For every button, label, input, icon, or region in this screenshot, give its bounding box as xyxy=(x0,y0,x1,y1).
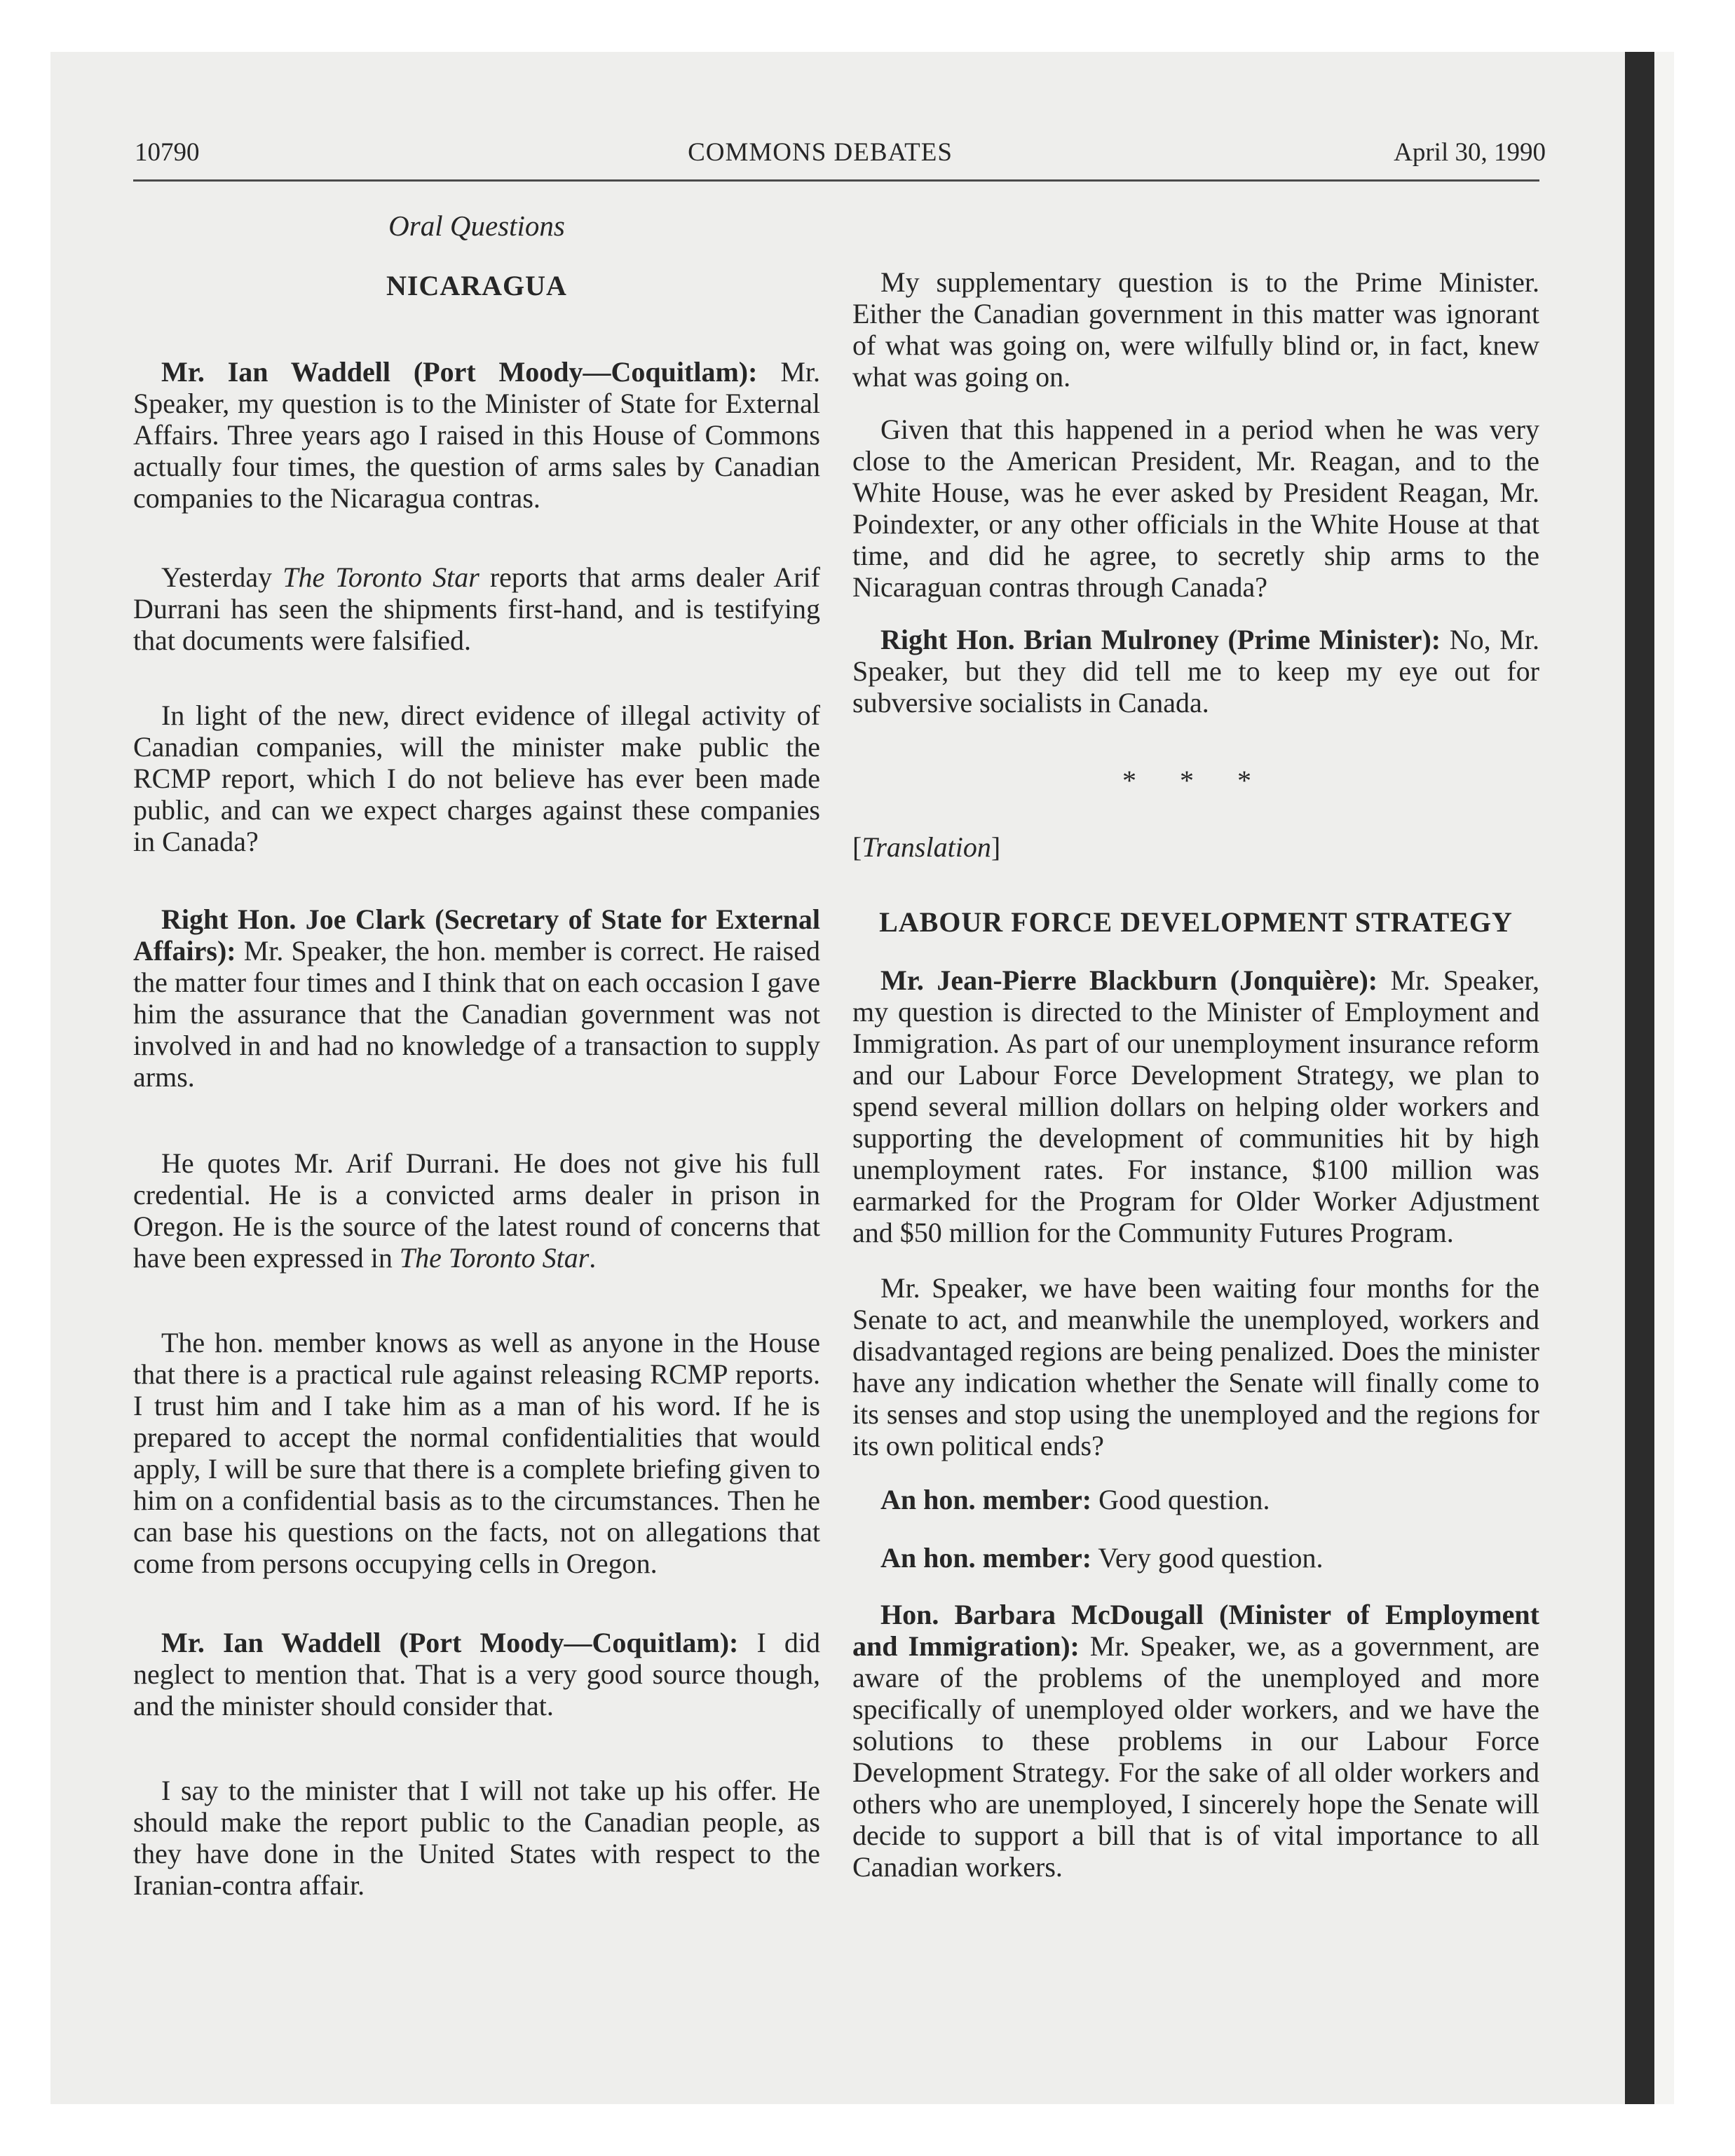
speech-text: Mr. Speaker, my question is directed to the Minister of Employment and Immigration. As part of our unemployment insurance reform and our Labour Force Development Strategy, we plan to spend several million dollars on helping older workers and supporting the development of communities hit by high unemployment rates. For instance, $100 million was earmarked for the Program for Older Worker Adjustment and $50 million for the Community Futures Program. xyxy=(852,964,1539,1248)
paragraph xyxy=(852,1542,1539,1574)
speech-text: No, Mr. Speaker, but they did tell me to keep my eye out for subversive socialists in Canada. xyxy=(852,624,1539,718)
paragraph xyxy=(852,624,1539,718)
bracket: [ xyxy=(852,831,862,863)
right-column xyxy=(852,203,1539,1883)
speech-text: reports that arms dealer Arif Durrani has seen the shipments first-hand, and is testifying that documents were falsified. xyxy=(133,561,820,656)
paragraph: My supplementary question is to the Prime Minister. Either the Canadian government in this matter was ignorant of what was going on, were wilfully blind or, in fact, knew what was going on. xyxy=(852,266,1539,393)
header-rule xyxy=(133,179,1539,182)
paragraph xyxy=(133,1147,820,1274)
paragraph xyxy=(133,1627,820,1721)
paragraph xyxy=(133,356,820,514)
paragraph xyxy=(852,1484,1539,1515)
speech-text: Mr. Speaker, the hon. member is correct. He raised the matter four times and I think that on each occasion I gave him the assurance that the Canadian government was not involved in and had no knowledge of a transaction to supply arms. xyxy=(133,935,820,1093)
speech-text: Very good question. xyxy=(1091,1542,1324,1574)
paragraph: I say to the minister that I will not take up his offer. He should make the report public to the Canadian people, as they have done in the United States with respect to the Iranian-contra affair. xyxy=(133,1775,820,1901)
paragraph: In light of the new, direct evidence of illegal activity of Canadian companies, will the minister make public the RCMP report, which I do not believe has ever been made public, and can we expect charges against these companies in Canada? xyxy=(133,700,820,857)
speech-text: Mr. Speaker, we, as a government, are aware of the problems of the unemployed and more specifically of unemployed older workers, and we have the solutions to these problems in our Labour Force Development Strategy. For the sake of all older workers and others who are unemployed, I sincerely hope the Senate will decide to support a bill that is of vital importance to all Canadian workers. xyxy=(852,1630,1539,1883)
paragraph xyxy=(852,1599,1539,1883)
speaker-name: An hon. member: xyxy=(880,1542,1092,1574)
speech-text: Yesterday xyxy=(161,561,283,593)
speech-text: He quotes Mr. Arif Durrani. He does not give his full credential. He is a convicted arms dealer in prison in Oregon. He is the source of the latest round of concerns that have been expressed in xyxy=(133,1147,820,1274)
speaker-name: Right Hon. Joe Clark (Secretary of State for External Affairs): xyxy=(133,903,820,967)
scan-edge-shadow xyxy=(1625,52,1654,2104)
page-number: 10790 xyxy=(135,138,200,167)
paragraph xyxy=(133,561,820,656)
journal-title: COMMONS DEBATES xyxy=(688,138,953,167)
translation-label: Translation xyxy=(862,831,991,863)
speech-text: I did neglect to mention that. That is a very good source though, and the minister should consider that. xyxy=(133,1627,820,1721)
section-heading-labour-force: LABOUR FORCE DEVELOPMENT STRATEGY xyxy=(879,906,1513,938)
paragraph: The hon. member knows as well as anyone in the House that there is a practical rule against releasing RCMP reports. I trust him and I take him as a man of his word. If he is prepared to accept the normal confidentialities that would apply, I will be sure that there is a complete briefing given to him on a confidential basis as to the circumstances. Then he can base his questions on the facts, not on allegations that come from persons occupying cells in Oregon. xyxy=(133,1327,820,1579)
translation-note xyxy=(852,831,1539,863)
speaker-name: Mr. Ian Waddell (Port Moody—Coquitlam): xyxy=(161,356,758,388)
speaker-name: Right Hon. Brian Mulroney (Prime Minister): xyxy=(880,624,1441,655)
speaker-name: An hon. member: xyxy=(880,1484,1092,1515)
section-label: Oral Questions xyxy=(388,210,565,242)
bracket: ] xyxy=(991,831,1001,863)
publication-title: The Toronto Star xyxy=(399,1242,590,1274)
scan-edge-margin xyxy=(1654,52,1674,2104)
paragraph xyxy=(852,964,1539,1248)
speaker-name: Hon. Barbara McDougall (Minister of Employment and Immigration): xyxy=(852,1599,1539,1662)
publication-title: The Toronto Star xyxy=(283,561,479,593)
speech-text: . xyxy=(589,1242,597,1274)
issue-date: April 30, 1990 xyxy=(1394,138,1546,167)
speech-text: Good question. xyxy=(1091,1484,1270,1515)
section-heading-nicaragua: NICARAGUA xyxy=(386,270,567,301)
paragraph xyxy=(133,903,820,1093)
paragraph: Given that this happened in a period when he was very close to the American President, Mr. Reagan, and to the White House, was he ever asked by President Reagan, Mr. Poindexter, or any other officials in the White House at that time, and did he agree, to secretly ship arms to the Nicaraguan contras through Canada? xyxy=(852,414,1539,603)
speaker-name: Mr. Jean-Pierre Blackburn (Jonquière): xyxy=(880,964,1378,996)
section-separator: * * * xyxy=(1122,765,1270,796)
speaker-name: Mr. Ian Waddell (Port Moody—Coquitlam): xyxy=(161,1627,739,1658)
paragraph: Mr. Speaker, we have been waiting four months for the Senate to act, and meanwhile the unemployed, workers and disadvantaged regions are being penalized. Does the minister have any indication whether the Senate will finally come to its senses and stop using the unemployed and the regions for its own political ends? xyxy=(852,1272,1539,1461)
speech-text: Mr. Speaker, my question is to the Minister of State for External Affairs. Three years ago I raised in this House of Commons actually four times, the question of arms sales by Canadian companies to the Nicaragua contras. xyxy=(133,356,820,514)
left-column xyxy=(133,203,820,1901)
